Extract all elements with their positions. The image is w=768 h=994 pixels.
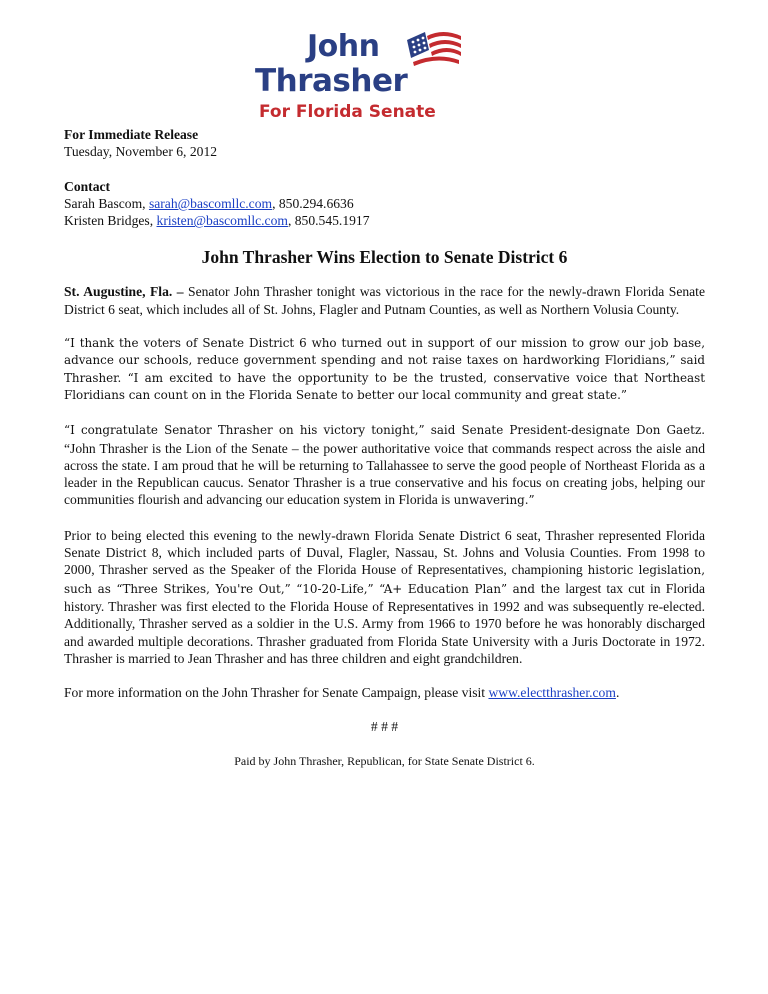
paragraph-text: “John Thrasher is the Lion of the Senate – the power authoritative voice that commands respect across the aisle and across the state. I am proud that he will be returning to Tallahassee to serve the good people of Northeast Florida as a leader in the Republican caucus. Senator Thrasher is a true conservative and his focus on creating jobs, helping our communities flourish and advancing our education system in Florida is (64, 440, 705, 508)
paragraph-text: Senator John Thrasher tonight was victorious in the race for the newly-drawn Florida Senate District 6 seat, which includes all of St. Johns, Flagler and Putnam Counties, as well as Northern Volusia County. (64, 284, 705, 317)
logo-first-name: John (307, 29, 380, 64)
contact-name: Kristen Bridges, (64, 213, 157, 229)
paragraph-text: . (615, 685, 620, 701)
contact-label: Contact (64, 178, 111, 194)
dateline: St. Augustine, Fla. – (64, 284, 184, 300)
paragraph-gaetz-quote (64, 421, 705, 509)
release-date: Tuesday, November 6, 2012 (64, 144, 218, 160)
contact-name: Sarah Bascom, (64, 195, 149, 211)
logo-tagline: For Florida Senate (259, 102, 436, 122)
contact-line (64, 195, 705, 212)
contact-email-link[interactable]: kristen@bascomllc.com (156, 213, 288, 229)
press-release-body (64, 126, 705, 770)
end-mark: # # # (370, 719, 399, 735)
paid-for-disclaimer: Paid by John Thrasher, Republican, for State Senate District 6. (234, 753, 535, 768)
paragraph-thrasher-quote: “I thank the voters of Senate District 6 who turned out in support of our mission to grow our job base, advance our schools, reduce government spending and not raise taxes on hardworking Floridians,” said Thrasher. “I am excited to have the opportunity to be the trusted, conservative voice that Northeast Floridians can count on in the Florida Senate to better our local community and great state.” (64, 336, 705, 402)
logo-last-name: Thrasher (255, 63, 408, 99)
contact-phone: , 850.545.1917 (287, 213, 370, 229)
paragraph-text: “I congratulate Senator Thrasher on his victory tonight,” said Senate President-designate Don Gaetz. (64, 423, 705, 438)
paragraph-text: Prior to being elected this evening to the newly-drawn Florida Senate District 6 seat, Thrasher represented Florida Senate District 8, which included parts of Duval, Flagler, Nassau, St. Johns and Volusia Counties. From 1998 to 2000, Thrasher served as the Speaker of the Florida House of Representatives, championing (64, 527, 705, 578)
headline: John Thrasher Wins Election to Senate District 6 (201, 247, 568, 268)
paragraph-text: For more information on the John Thrasher for Senate Campaign, please visit (64, 685, 489, 701)
flag-icon (403, 30, 463, 78)
contact-phone: , 850.294.6636 (272, 195, 354, 211)
paragraph-text: historic legislation, such as “Three Strikes, You're Out,” “10-20-Life,” “A+ Education Plan” and the (64, 563, 705, 596)
paragraph-text: largest tax cut in Florida history. Thrasher was first elected to the Florida House of Representatives in 1992 and was subsequently re-elected. Additionally, Thrasher served as a soldier in the U.S. Army from 1966 to 1970 before he was honorably discharged and awarded multiple decorations. Thrasher graduated from Florida State University with a Juris Doctorate in 1972. Thrasher is married to Jean Thrasher and has three children and eight grandchildren. (64, 580, 706, 666)
contact-email-link[interactable]: sarah@bascomllc.com (148, 195, 273, 211)
paragraph-text: unwavering.” (453, 493, 535, 508)
campaign-website-link[interactable]: www.electthrasher.com (488, 685, 616, 701)
release-label: For Immediate Release (64, 127, 199, 142)
paragraph-biography (64, 527, 705, 667)
paragraph-lead (64, 283, 705, 318)
campaign-logo (255, 30, 465, 126)
contact-line (64, 212, 705, 229)
paragraph-more-info (64, 684, 705, 701)
